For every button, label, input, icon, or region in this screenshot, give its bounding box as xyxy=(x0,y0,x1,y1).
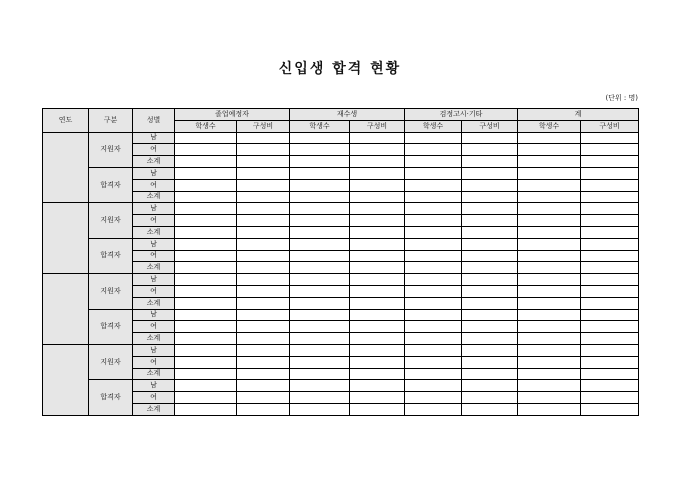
value-cell[interactable] xyxy=(175,297,237,309)
subheader-ratio: 구성비 xyxy=(350,120,405,132)
value-cell[interactable] xyxy=(237,321,290,333)
value-cell[interactable] xyxy=(518,403,581,415)
value-cell[interactable] xyxy=(290,144,350,156)
value-cell[interactable] xyxy=(462,356,518,368)
value-cell[interactable] xyxy=(290,368,350,380)
value-cell[interactable] xyxy=(405,380,462,392)
value-cell[interactable] xyxy=(350,179,405,191)
value-cell[interactable] xyxy=(290,226,350,238)
category-cell: 지원자 xyxy=(89,344,133,379)
value-cell[interactable] xyxy=(405,179,462,191)
value-cell[interactable] xyxy=(518,132,581,144)
subheader-students: 학생수 xyxy=(175,120,237,132)
value-cell[interactable] xyxy=(405,226,462,238)
value-cell[interactable] xyxy=(581,297,639,309)
subheader-ratio: 구성비 xyxy=(237,120,290,132)
value-cell[interactable] xyxy=(237,215,290,227)
value-cell[interactable] xyxy=(405,262,462,274)
value-cell[interactable] xyxy=(518,191,581,203)
gender-cell: 남 xyxy=(133,274,175,286)
value-cell[interactable] xyxy=(290,156,350,168)
table-row xyxy=(43,392,639,404)
value-cell[interactable] xyxy=(581,285,639,297)
value-cell[interactable] xyxy=(462,392,518,404)
value-cell[interactable] xyxy=(405,238,462,250)
value-cell[interactable] xyxy=(518,356,581,368)
value-cell[interactable] xyxy=(405,203,462,215)
group-header-ged-other: 검정고시·기타 xyxy=(405,109,518,121)
category-cell: 지원자 xyxy=(89,274,133,309)
value-cell[interactable] xyxy=(175,132,237,144)
value-cell[interactable] xyxy=(405,344,462,356)
document-title: 신입생 합격 현황 xyxy=(278,61,402,77)
value-cell[interactable] xyxy=(350,132,405,144)
value-cell[interactable] xyxy=(350,321,405,333)
value-cell[interactable] xyxy=(290,333,350,345)
value-cell[interactable] xyxy=(518,333,581,345)
value-cell[interactable] xyxy=(518,344,581,356)
table-row xyxy=(43,285,639,297)
value-cell[interactable] xyxy=(237,356,290,368)
value-cell[interactable] xyxy=(350,238,405,250)
value-cell[interactable] xyxy=(237,403,290,415)
gender-cell: 남 xyxy=(133,132,175,144)
value-cell[interactable] xyxy=(237,368,290,380)
value-cell[interactable] xyxy=(290,356,350,368)
value-cell[interactable] xyxy=(350,191,405,203)
value-cell[interactable] xyxy=(518,262,581,274)
value-cell[interactable] xyxy=(405,250,462,262)
value-cell[interactable] xyxy=(237,132,290,144)
value-cell[interactable] xyxy=(581,132,639,144)
category-cell: 합격자 xyxy=(89,380,133,415)
value-cell[interactable] xyxy=(518,392,581,404)
gender-cell: 남 xyxy=(133,238,175,250)
subheader-students: 학생수 xyxy=(290,120,350,132)
gender-cell: 여 xyxy=(133,179,175,191)
value-cell[interactable] xyxy=(175,392,237,404)
value-cell[interactable] xyxy=(290,403,350,415)
value-cell[interactable] xyxy=(518,226,581,238)
value-cell[interactable] xyxy=(290,132,350,144)
value-cell[interactable] xyxy=(237,392,290,404)
value-cell[interactable] xyxy=(518,215,581,227)
gender-cell: 소계 xyxy=(133,333,175,345)
value-cell[interactable] xyxy=(350,285,405,297)
value-cell[interactable] xyxy=(405,321,462,333)
value-cell[interactable] xyxy=(350,156,405,168)
gender-cell: 여 xyxy=(133,215,175,227)
table-row xyxy=(43,344,639,356)
value-cell[interactable] xyxy=(462,226,518,238)
value-cell[interactable] xyxy=(518,285,581,297)
value-cell[interactable] xyxy=(518,368,581,380)
value-cell[interactable] xyxy=(518,144,581,156)
value-cell[interactable] xyxy=(581,226,639,238)
value-cell[interactable] xyxy=(237,238,290,250)
category-cell: 합격자 xyxy=(89,238,133,273)
value-cell[interactable] xyxy=(290,203,350,215)
value-cell[interactable] xyxy=(405,285,462,297)
value-cell[interactable] xyxy=(518,380,581,392)
category-cell: 지원자 xyxy=(89,132,133,167)
value-cell[interactable] xyxy=(290,167,350,179)
value-cell[interactable] xyxy=(581,191,639,203)
table-row xyxy=(43,356,639,368)
value-cell[interactable] xyxy=(237,285,290,297)
value-cell[interactable] xyxy=(290,380,350,392)
table-row xyxy=(43,403,639,415)
year-cell[interactable] xyxy=(43,203,89,274)
value-cell[interactable] xyxy=(405,215,462,227)
value-cell[interactable] xyxy=(237,179,290,191)
value-cell[interactable] xyxy=(350,392,405,404)
value-cell[interactable] xyxy=(462,403,518,415)
value-cell[interactable] xyxy=(405,356,462,368)
year-cell[interactable] xyxy=(43,344,89,415)
value-cell[interactable] xyxy=(462,191,518,203)
value-cell[interactable] xyxy=(175,250,237,262)
value-cell[interactable] xyxy=(581,274,639,286)
value-cell[interactable] xyxy=(175,356,237,368)
value-cell[interactable] xyxy=(175,274,237,286)
value-cell[interactable] xyxy=(581,368,639,380)
table-row xyxy=(43,274,639,286)
table-row xyxy=(43,238,639,250)
value-cell[interactable] xyxy=(290,344,350,356)
value-cell[interactable] xyxy=(350,368,405,380)
value-cell[interactable] xyxy=(462,250,518,262)
group-header-repeaters: 재수생 xyxy=(290,109,405,121)
gender-cell: 여 xyxy=(133,144,175,156)
value-cell[interactable] xyxy=(175,156,237,168)
category-cell: 합격자 xyxy=(89,309,133,344)
value-cell[interactable] xyxy=(518,203,581,215)
value-cell[interactable] xyxy=(175,238,237,250)
value-cell[interactable] xyxy=(237,262,290,274)
year-cell[interactable] xyxy=(43,132,89,203)
gender-cell: 여 xyxy=(133,250,175,262)
value-cell[interactable] xyxy=(462,203,518,215)
gender-cell: 소계 xyxy=(133,191,175,203)
group-header-graduates: 졸업예정자 xyxy=(175,109,290,121)
value-cell[interactable] xyxy=(581,144,639,156)
value-cell[interactable] xyxy=(350,274,405,286)
value-cell[interactable] xyxy=(405,191,462,203)
table-row xyxy=(43,167,639,179)
value-cell[interactable] xyxy=(462,368,518,380)
value-cell[interactable] xyxy=(581,392,639,404)
gender-cell: 소계 xyxy=(133,368,175,380)
value-cell[interactable] xyxy=(405,297,462,309)
gender-header: 성별 xyxy=(133,109,175,133)
value-cell[interactable] xyxy=(462,179,518,191)
value-cell[interactable] xyxy=(237,203,290,215)
value-cell[interactable] xyxy=(237,226,290,238)
value-cell[interactable] xyxy=(175,144,237,156)
value-cell[interactable] xyxy=(581,344,639,356)
gender-cell: 남 xyxy=(133,203,175,215)
gender-cell: 소계 xyxy=(133,226,175,238)
gender-cell: 남 xyxy=(133,344,175,356)
table-row xyxy=(43,309,639,321)
table-row xyxy=(43,203,639,215)
value-cell[interactable] xyxy=(290,392,350,404)
year-cell[interactable] xyxy=(43,274,89,345)
value-cell[interactable] xyxy=(290,238,350,250)
gender-cell: 소계 xyxy=(133,297,175,309)
category-cell: 지원자 xyxy=(89,203,133,238)
value-cell[interactable] xyxy=(175,179,237,191)
value-cell[interactable] xyxy=(405,167,462,179)
value-cell[interactable] xyxy=(405,309,462,321)
table-row xyxy=(43,156,639,168)
value-cell[interactable] xyxy=(581,262,639,274)
category-header: 구분 xyxy=(89,109,133,133)
value-cell[interactable] xyxy=(518,321,581,333)
value-cell[interactable] xyxy=(581,238,639,250)
value-cell[interactable] xyxy=(290,179,350,191)
value-cell[interactable] xyxy=(462,380,518,392)
gender-cell: 여 xyxy=(133,321,175,333)
value-cell[interactable] xyxy=(175,333,237,345)
value-cell[interactable] xyxy=(405,403,462,415)
value-cell[interactable] xyxy=(462,262,518,274)
table-row xyxy=(43,321,639,333)
table-row xyxy=(43,297,639,309)
value-cell[interactable] xyxy=(581,250,639,262)
value-cell[interactable] xyxy=(175,321,237,333)
value-cell[interactable] xyxy=(350,297,405,309)
table-body xyxy=(43,132,639,415)
value-cell[interactable] xyxy=(175,344,237,356)
value-cell[interactable] xyxy=(462,167,518,179)
value-cell[interactable] xyxy=(237,144,290,156)
header-row-1 xyxy=(43,109,639,121)
table-row xyxy=(43,132,639,144)
value-cell[interactable] xyxy=(290,297,350,309)
value-cell[interactable] xyxy=(462,344,518,356)
value-cell[interactable] xyxy=(405,132,462,144)
value-cell[interactable] xyxy=(175,226,237,238)
value-cell[interactable] xyxy=(581,203,639,215)
value-cell[interactable] xyxy=(175,309,237,321)
value-cell[interactable] xyxy=(405,392,462,404)
table-row xyxy=(43,215,639,227)
year-header: 연도 xyxy=(43,109,89,133)
value-cell[interactable] xyxy=(462,321,518,333)
value-cell[interactable] xyxy=(350,356,405,368)
gender-cell: 여 xyxy=(133,285,175,297)
value-cell[interactable] xyxy=(581,179,639,191)
value-cell[interactable] xyxy=(350,144,405,156)
value-cell[interactable] xyxy=(581,156,639,168)
value-cell[interactable] xyxy=(518,250,581,262)
value-cell[interactable] xyxy=(518,274,581,286)
value-cell[interactable] xyxy=(462,309,518,321)
table-row xyxy=(43,179,639,191)
value-cell[interactable] xyxy=(175,203,237,215)
value-cell[interactable] xyxy=(405,156,462,168)
value-cell[interactable] xyxy=(290,274,350,286)
value-cell[interactable] xyxy=(462,285,518,297)
value-cell[interactable] xyxy=(290,321,350,333)
value-cell[interactable] xyxy=(462,144,518,156)
value-cell[interactable] xyxy=(237,380,290,392)
value-cell[interactable] xyxy=(350,215,405,227)
value-cell[interactable] xyxy=(518,179,581,191)
value-cell[interactable] xyxy=(581,403,639,415)
value-cell[interactable] xyxy=(175,167,237,179)
value-cell[interactable] xyxy=(237,309,290,321)
gender-cell: 소계 xyxy=(133,403,175,415)
value-cell[interactable] xyxy=(518,156,581,168)
value-cell[interactable] xyxy=(290,309,350,321)
value-cell[interactable] xyxy=(405,274,462,286)
value-cell[interactable] xyxy=(350,167,405,179)
value-cell[interactable] xyxy=(518,238,581,250)
gender-cell: 남 xyxy=(133,380,175,392)
value-cell[interactable] xyxy=(290,262,350,274)
value-cell[interactable] xyxy=(350,262,405,274)
group-header-total: 계 xyxy=(518,109,639,121)
value-cell[interactable] xyxy=(175,368,237,380)
gender-cell: 소계 xyxy=(133,156,175,168)
value-cell[interactable] xyxy=(581,215,639,227)
value-cell[interactable] xyxy=(350,344,405,356)
value-cell[interactable] xyxy=(581,321,639,333)
table-row xyxy=(43,144,639,156)
value-cell[interactable] xyxy=(290,285,350,297)
value-cell[interactable] xyxy=(237,274,290,286)
value-cell[interactable] xyxy=(350,226,405,238)
value-cell[interactable] xyxy=(462,297,518,309)
value-cell[interactable] xyxy=(237,191,290,203)
value-cell[interactable] xyxy=(518,309,581,321)
table-row xyxy=(43,250,639,262)
gender-cell: 남 xyxy=(133,309,175,321)
value-cell[interactable] xyxy=(175,380,237,392)
table-row xyxy=(43,368,639,380)
value-cell[interactable] xyxy=(581,356,639,368)
value-cell[interactable] xyxy=(518,167,581,179)
value-cell[interactable] xyxy=(350,403,405,415)
value-cell[interactable] xyxy=(462,238,518,250)
value-cell[interactable] xyxy=(290,250,350,262)
value-cell[interactable] xyxy=(581,309,639,321)
gender-cell: 남 xyxy=(133,167,175,179)
subheader-students: 학생수 xyxy=(405,120,462,132)
table-row xyxy=(43,262,639,274)
value-cell[interactable] xyxy=(175,215,237,227)
table-row xyxy=(43,191,639,203)
category-cell: 합격자 xyxy=(89,167,133,202)
value-cell[interactable] xyxy=(462,156,518,168)
value-cell[interactable] xyxy=(462,215,518,227)
value-cell[interactable] xyxy=(290,215,350,227)
gender-cell: 여 xyxy=(133,356,175,368)
value-cell[interactable] xyxy=(518,297,581,309)
value-cell[interactable] xyxy=(350,380,405,392)
value-cell[interactable] xyxy=(175,191,237,203)
value-cell[interactable] xyxy=(405,368,462,380)
value-cell[interactable] xyxy=(290,191,350,203)
subheader-ratio: 구성비 xyxy=(581,120,639,132)
value-cell[interactable] xyxy=(175,403,237,415)
value-cell[interactable] xyxy=(350,309,405,321)
gender-cell: 소계 xyxy=(133,262,175,274)
value-cell[interactable] xyxy=(237,156,290,168)
value-cell[interactable] xyxy=(237,167,290,179)
value-cell[interactable] xyxy=(237,297,290,309)
table-row xyxy=(43,333,639,345)
subheader-ratio: 구성비 xyxy=(462,120,518,132)
admission-table xyxy=(42,108,639,416)
value-cell[interactable] xyxy=(175,262,237,274)
value-cell[interactable] xyxy=(350,250,405,262)
table-row xyxy=(43,380,639,392)
value-cell[interactable] xyxy=(462,274,518,286)
value-cell[interactable] xyxy=(350,203,405,215)
value-cell[interactable] xyxy=(237,344,290,356)
value-cell[interactable] xyxy=(405,144,462,156)
value-cell[interactable] xyxy=(581,333,639,345)
value-cell[interactable] xyxy=(462,333,518,345)
value-cell[interactable] xyxy=(350,333,405,345)
table-row xyxy=(43,226,639,238)
value-cell[interactable] xyxy=(581,167,639,179)
value-cell[interactable] xyxy=(237,250,290,262)
subheader-students: 학생수 xyxy=(518,120,581,132)
unit-note: (단위 : 명) xyxy=(605,94,638,102)
gender-cell: 여 xyxy=(133,392,175,404)
value-cell[interactable] xyxy=(237,333,290,345)
value-cell[interactable] xyxy=(462,132,518,144)
value-cell[interactable] xyxy=(405,333,462,345)
value-cell[interactable] xyxy=(175,285,237,297)
value-cell[interactable] xyxy=(581,380,639,392)
